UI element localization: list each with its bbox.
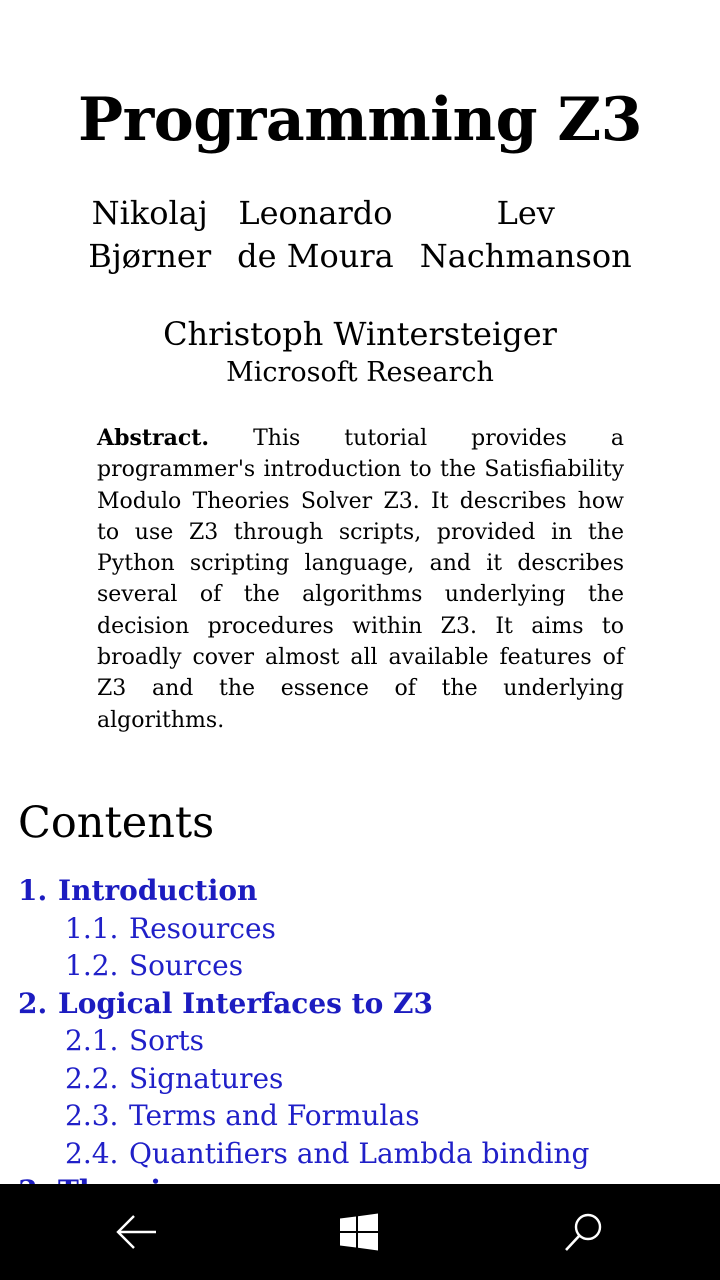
toc-label: Logical Interfaces to Z3 xyxy=(58,986,433,1020)
toc-link-logical-interfaces[interactable] xyxy=(18,985,718,1023)
back-arrow-icon xyxy=(114,1212,158,1252)
toc-label: Signatures xyxy=(129,1061,284,1095)
author-last-name: Bjørner xyxy=(88,237,212,275)
toc-number: 1.2. xyxy=(65,949,119,982)
author-first-name: Nikolaj xyxy=(91,194,208,232)
toc-label: Sources xyxy=(129,949,244,982)
author-row xyxy=(0,192,720,278)
abstract xyxy=(97,423,624,736)
toc-number: 2. xyxy=(18,986,48,1020)
toc-number: 2.2. xyxy=(65,1061,119,1095)
start-button[interactable] xyxy=(299,1184,419,1280)
back-button[interactable] xyxy=(76,1184,196,1280)
abstract-label: Abstract. xyxy=(97,425,210,451)
author-4: Christoph Wintersteiger xyxy=(163,315,557,353)
contents-heading: Contents xyxy=(18,798,215,848)
toc-link-introduction[interactable] xyxy=(18,872,718,910)
toc-link-quantifiers[interactable] xyxy=(18,1135,718,1173)
toc-link-sorts[interactable] xyxy=(18,1022,718,1060)
toc-number: 1.1. xyxy=(65,911,119,945)
table-of-contents xyxy=(18,872,718,1210)
author-1 xyxy=(88,192,211,278)
author-last-name: de Moura xyxy=(237,237,394,275)
toc-link-sources[interactable] xyxy=(18,947,718,985)
search-button[interactable] xyxy=(524,1184,644,1280)
affiliation: Microsoft Research xyxy=(226,357,494,388)
abstract-text: This tutorial provides a programmer's introduction to the Satisfiability Modulo Theories Solver Z3. It describes how to use Z3 through scripts, provided in the Python scripting language, and it describes several of the algorithms underlying the decision procedures within Z3. It aims to broadly cover almost all available features of Z3 and the essence of the underlying algorithms. xyxy=(97,426,624,733)
toc-number: 1. xyxy=(18,874,48,907)
toc-number: 2.3. xyxy=(65,1099,119,1132)
toc-link-signatures[interactable] xyxy=(18,1060,718,1098)
author-2 xyxy=(237,192,394,278)
author-first-name: Lev xyxy=(496,194,555,232)
document-title: Programming Z3 xyxy=(78,85,642,155)
navigation-bar xyxy=(0,1184,720,1280)
toc-label: Quantifiers and Lambda binding xyxy=(129,1136,590,1170)
windows-logo-icon xyxy=(339,1212,379,1252)
toc-number: 2.1. xyxy=(65,1024,119,1057)
toc-link-resources[interactable] xyxy=(18,910,718,948)
toc-label: Terms and Formulas xyxy=(129,1099,420,1132)
author-last-name: Nachmanson xyxy=(419,237,632,275)
toc-label: Sorts xyxy=(129,1024,205,1057)
search-icon xyxy=(562,1210,606,1254)
toc-label: Resources xyxy=(129,911,276,945)
toc-number: 2.4. xyxy=(65,1136,119,1170)
author-3 xyxy=(420,192,632,278)
toc-label: Introduction xyxy=(58,874,258,907)
author-first-name: Leonardo xyxy=(238,194,393,232)
toc-link-terms-and-formulas[interactable] xyxy=(18,1097,718,1135)
